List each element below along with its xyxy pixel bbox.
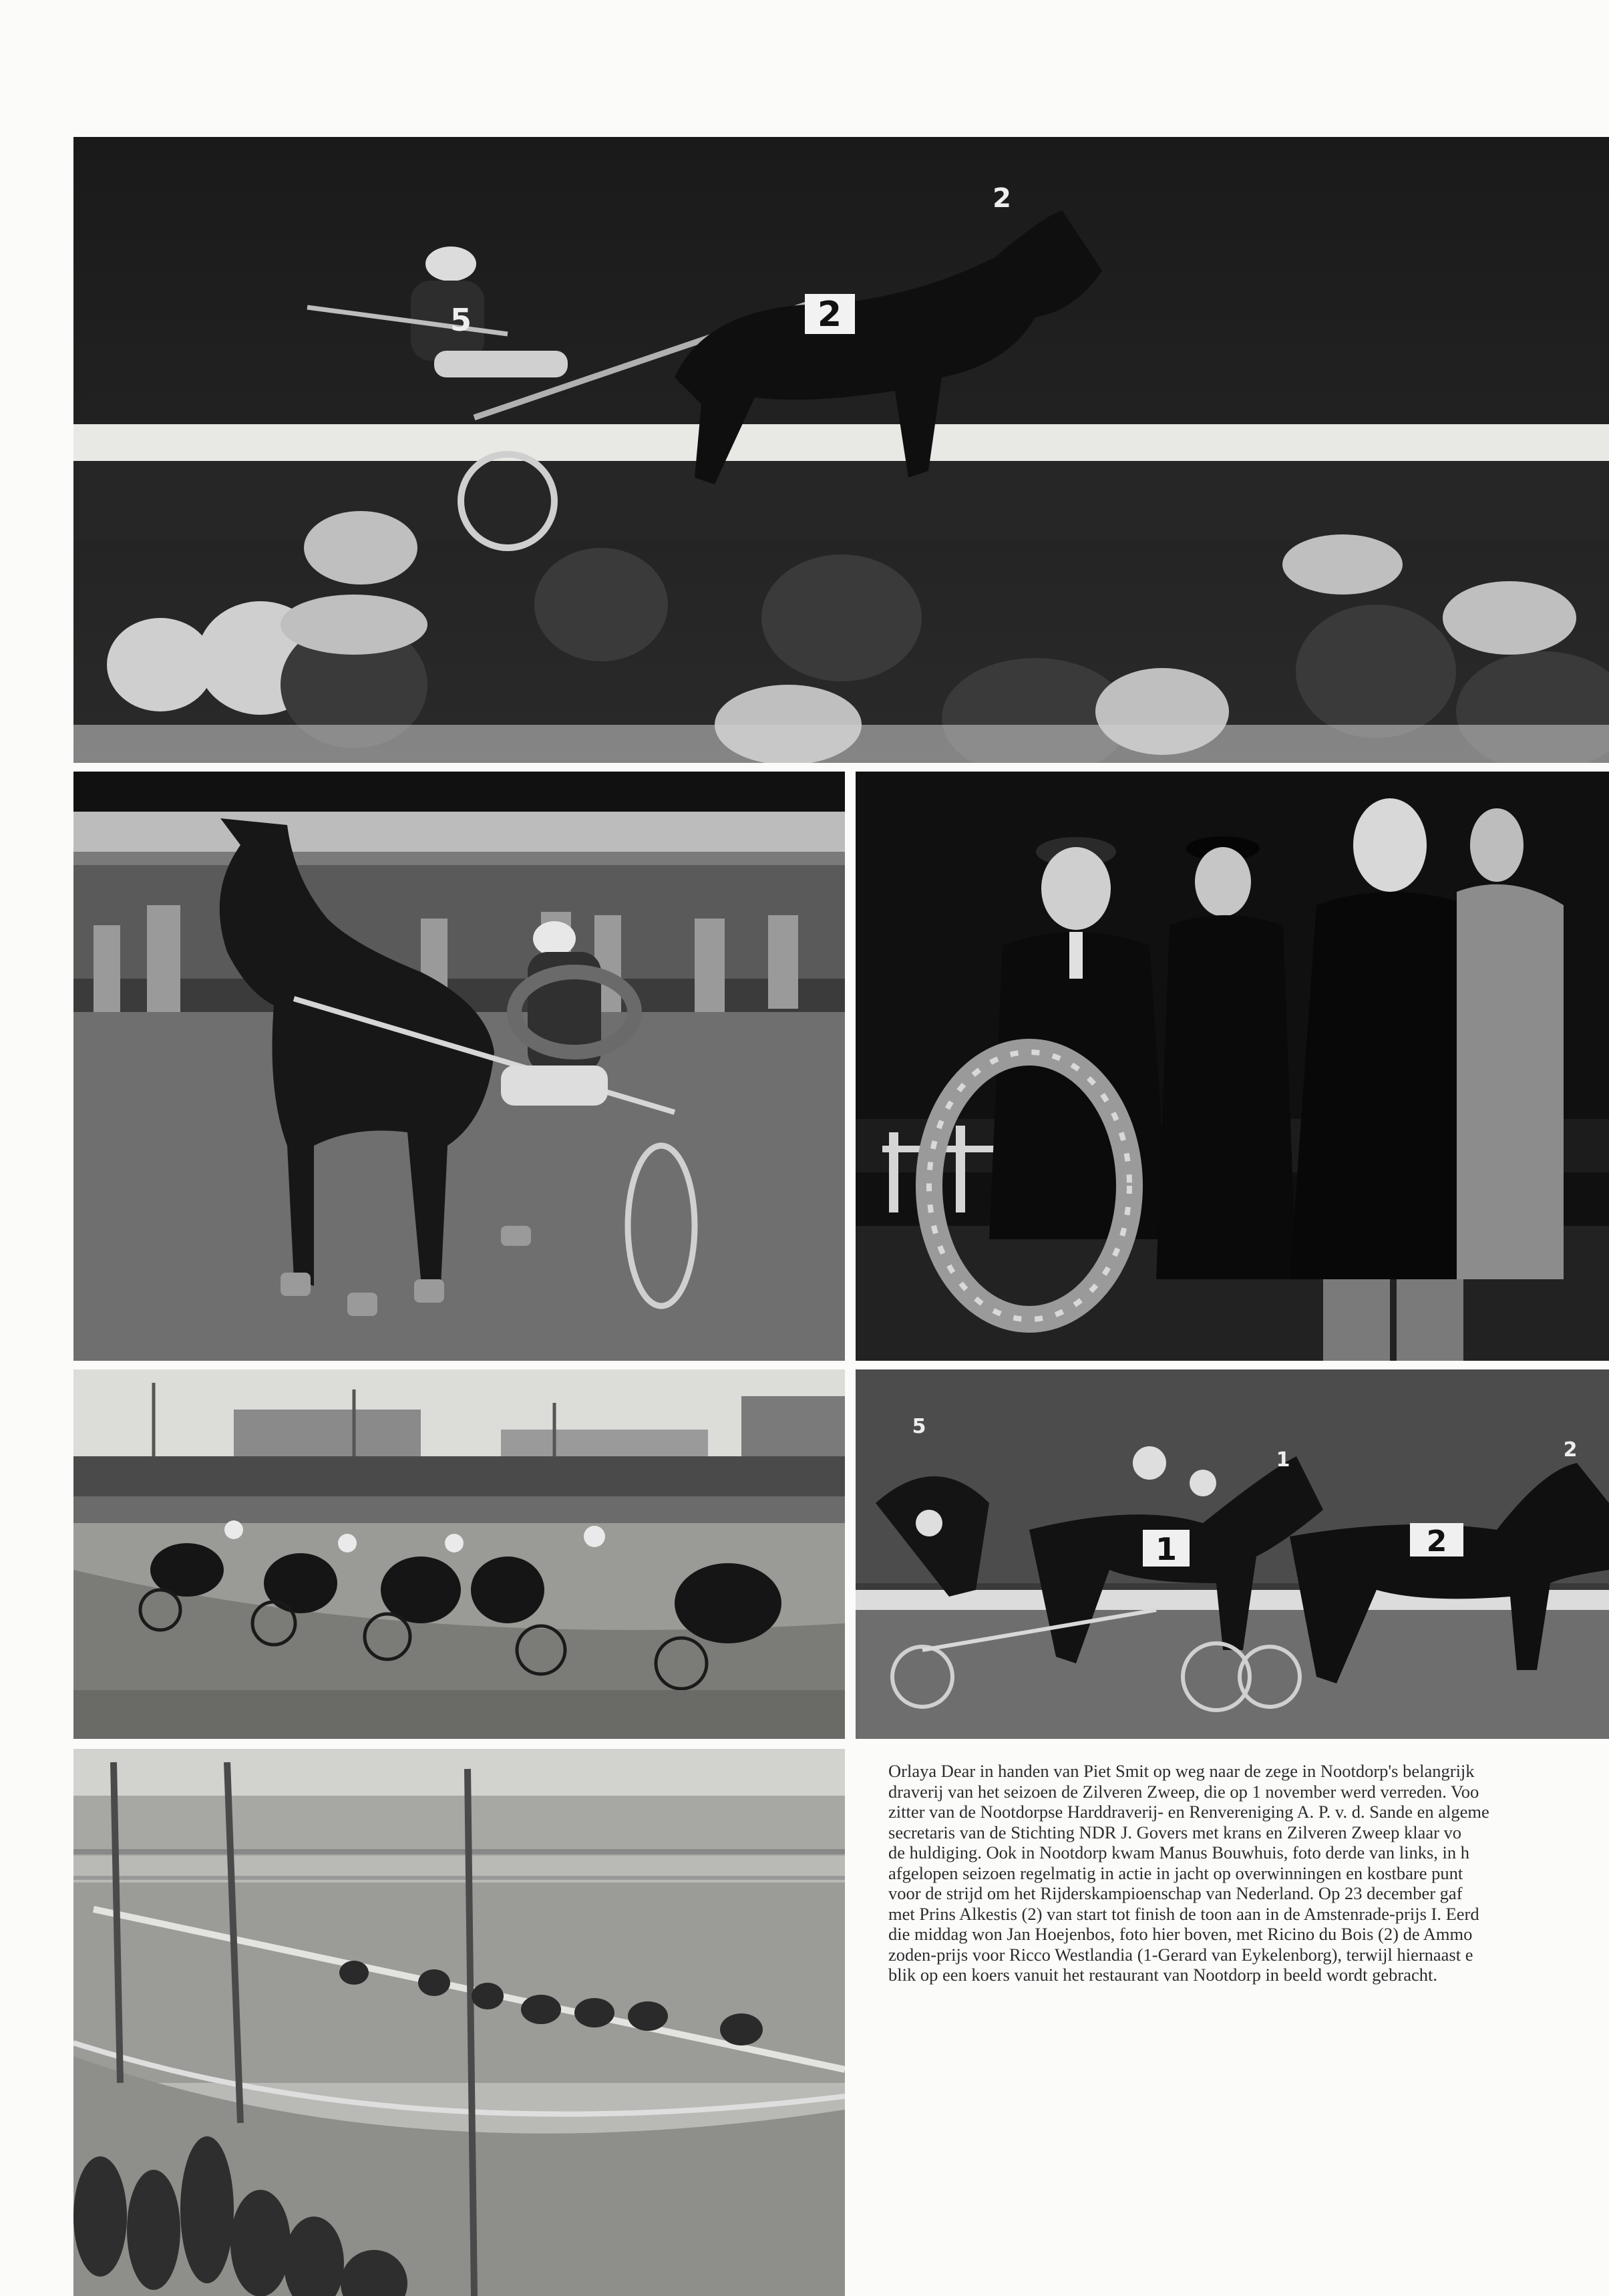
photo-race-field [73, 1369, 845, 1739]
caption-line: Orlaya Dear in handen van Piet Smit op weg naar de zege in Nootdorp's belangrijk [888, 1761, 1475, 1781]
saddlecloth-number-1: 1 [1155, 1531, 1178, 1567]
caption-line: blik op een koers vanuit het restaurant van Nootdorp in beeld wordt gebracht. [888, 1965, 1437, 1985]
bridle-number-5: 5 [912, 1415, 926, 1438]
photo-horses-racing-image [856, 1369, 1609, 1739]
driver-number: 5 [450, 302, 472, 338]
bridle-number: 2 [993, 183, 1011, 214]
saddlecloth-number-2: 2 [1426, 1524, 1447, 1559]
photo-officials-wreath-image [856, 772, 1609, 1361]
photo-night-finish-image [73, 137, 1609, 763]
photo-horses-racing [856, 1369, 1609, 1739]
photo-caption [888, 1761, 1609, 1985]
caption-line: zoden-prijs voor Ricco Westlandia (1-Gerard van Eykelenborg), terwijl hiernaast e [888, 1944, 1473, 1965]
photo-night-finish [73, 137, 1609, 763]
photo-restaurant-view [73, 1749, 845, 2296]
photo-winner-horse [73, 772, 845, 1361]
photo-officials-wreath [856, 772, 1609, 1361]
photo-restaurant-view-image [73, 1749, 845, 2296]
photo-winner-horse-image [73, 772, 845, 1361]
bridle-number-2: 2 [1563, 1438, 1578, 1462]
caption-line: die middag won Jan Hoejenbos, foto hier boven, met Ricino du Bois (2) de Ammo [888, 1924, 1473, 1944]
caption-line: secretaris van de Stichting NDR J. Govers met krans en Zilveren Zweep klaar vo [888, 1822, 1462, 1842]
caption-line: zitter van de Nootdorpse Harddraverij- en Renvereniging A. P. v. d. Sande en algeme [888, 1802, 1489, 1822]
caption-line: de huldiging. Ook in Nootdorp kwam Manus Bouwhuis, foto derde van links, in h [888, 1842, 1470, 1862]
caption-line: afgelopen seizoen regelmatig in actie in jacht op overwinningen en kostbare punt [888, 1862, 1463, 1883]
bridle-number-1: 1 [1276, 1448, 1290, 1472]
caption-line: draverij van het seizoen de Zilveren Zweep, die op 1 november werd verreden. Voo [888, 1781, 1479, 1802]
caption-line: voor de strijd om het Rijderskampioenschap van Nederland. Op 23 december gaf [888, 1883, 1463, 1903]
saddlecloth-number: 2 [817, 295, 842, 335]
caption-line: met Prins Alkestis (2) van start tot finish de toon aan in de Amstenrade-prijs I. Eerd [888, 1903, 1479, 1924]
photo-race-field-image [73, 1369, 845, 1739]
